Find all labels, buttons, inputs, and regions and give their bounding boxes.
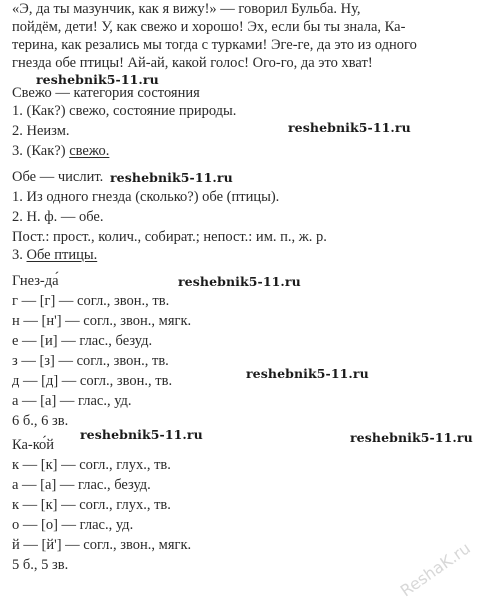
site-watermark: reshebnik5-11.ru [110, 170, 233, 185]
obe-item-3: Пост.: прост., колич., собират.; непост.: им. п., ж. р. [12, 229, 327, 245]
word-title-kakoi: Ка-ко́й [12, 437, 55, 453]
phonetic-row: г — [г] — согл., звон., тв. [12, 293, 170, 309]
obe-item-2: 2. Н. ф. — обе. [12, 209, 104, 225]
svezho-item-3-prefix: 3. (Как?) [12, 143, 70, 159]
site-watermark: reshebnik5-11.ru [246, 366, 369, 381]
svezho-item-3 [12, 142, 109, 160]
section-title-svezho: Свежо — категория состояния [12, 85, 200, 101]
svezho-item-2: 2. Неизм. [12, 123, 70, 139]
obe-item-1: 1. Из одного гнезда (сколько?) обе (птицы). [12, 189, 280, 205]
svezho-item-3-word: свежо. [69, 143, 110, 159]
quote-line-1: «Э, да ты мазунчик, как я вижу!» — говорил Бульба. Ну, [12, 1, 361, 17]
site-watermark: reshebnik5-11.ru [80, 427, 203, 442]
phonetic-row: н — [н'] — согл., звон., мягк. [12, 313, 192, 329]
phonetic-row: з — [з] — согл., звон., тв. [12, 353, 169, 369]
phonetic-total: 6 б., 6 зв. [12, 413, 69, 429]
svezho-item-1: 1. (Как?) свежо, состояние природы. [12, 103, 237, 119]
phonetic-row: а — [а] — глас., безуд. [12, 477, 151, 493]
site-watermark: reshebnik5-11.ru [350, 430, 473, 445]
phonetic-row: к — [к] — согл., глух., тв. [12, 497, 171, 513]
obe-item-4 [12, 246, 97, 264]
phonetic-total: 5 б., 5 зв. [12, 557, 69, 573]
phonetic-row: е — [и] — глас., безуд. [12, 333, 153, 349]
phonetic-row: й — [й'] — согл., звон., мягк. [12, 537, 192, 553]
corner-watermark: ReshaK.ru [396, 538, 474, 600]
phonetic-row: а — [а] — глас., уд. [12, 393, 132, 409]
site-watermark: reshebnik5-11.ru [288, 120, 411, 135]
word-title-gnezda: Гнез-да́ [12, 273, 59, 289]
phonetic-row: к — [к] — согл., глух., тв. [12, 457, 171, 473]
phonetic-row: д — [д] — согл., звон., тв. [12, 373, 173, 389]
obe-item-4-prefix: 3. [12, 247, 27, 263]
quote-line-2: пойдём, дети! У, как свежо и хорошо! Эх, если бы ты знала, Ка- [12, 19, 406, 35]
quote-line-3: терина, как резались мы тогда с турками! Эге-ге, да это из одного [12, 37, 417, 53]
quote-line-4: гнезда обе птицы! Ай-ай, какой голос! Ого-го, да это хват! [12, 55, 373, 71]
site-watermark: reshebnik5-11.ru [178, 274, 301, 289]
section-title-obe: Обе — числит. [12, 169, 104, 185]
site-watermark: reshebnik5-11.ru [36, 72, 159, 87]
obe-item-4-word: Обе птицы. [26, 247, 98, 263]
phonetic-row: о — [о] — глас., уд. [12, 517, 134, 533]
